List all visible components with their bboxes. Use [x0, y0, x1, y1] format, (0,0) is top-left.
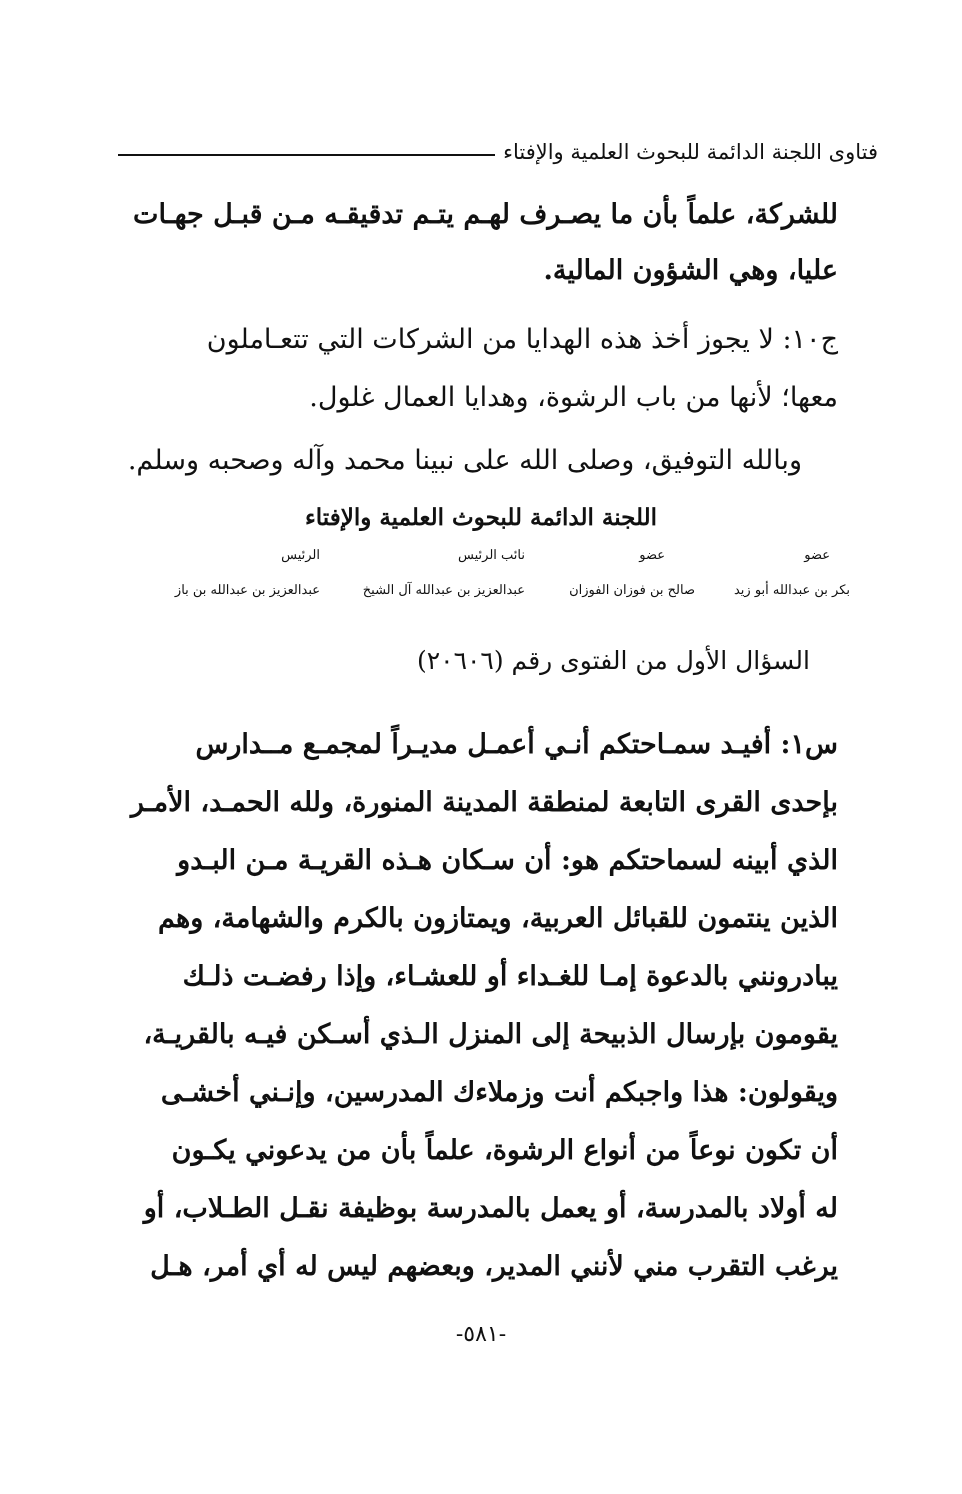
paragraph-line: ج١٠: لا يجوز أخذ هذه الهدايا من الشركات التي تتعـاملون: [206, 324, 838, 355]
continuation-paragraph: [118, 186, 838, 298]
running-header: [118, 128, 878, 164]
header-rule: [118, 154, 495, 156]
page-number: -٥٨١-: [455, 1322, 507, 1347]
paragraph-line: الذي أبينه لسماحتكم هو: أن سـكان هـذه القريـة مـن البـدو: [177, 845, 838, 876]
paragraph-line: للشركة، علماً بأن ما يصـرف لهـم يتـم تدقيقـه مـن قبـل جهـات: [133, 199, 838, 230]
member-name: صالح بن فوزان الفوزان: [569, 583, 695, 598]
member-name: عبدالعزيز بن عبدالله بن باز: [174, 583, 320, 598]
paragraph-line: يرغب التقرب مني لأنني المدير، وبعضهم ليس له أي أمر، هـل: [150, 1251, 838, 1282]
member-name: عبدالعزيز بن عبدالله آل الشيخ: [362, 583, 525, 598]
role-label: نائب الرئيس: [458, 548, 525, 563]
committee-members: [150, 583, 850, 605]
closing-line: وبالله التوفيق، وصلى الله على نبينا محمد وآله وصحبه وسلم.: [127, 445, 802, 476]
fatwa-title: السؤال الأول من الفتوى رقم (٢٠٦٠٦): [416, 646, 810, 675]
paragraph-line: الذين ينتمون للقبائل العربية، ويمتازون بالكرم والشهامة، وهم: [158, 903, 838, 934]
paragraph-line: أن تكون نوعاً من أنواع الرشوة، علماً بأن من يدعوني يكـون: [171, 1135, 838, 1166]
question-paragraph: [118, 716, 838, 1296]
answer-paragraph: [118, 310, 838, 426]
paragraph-line: معها؛ لأنها من باب الرشوة، وهدايا العمال غلول.: [309, 382, 838, 413]
member-name: بكر بن عبدالله أبو زيد: [733, 583, 850, 598]
paragraph-line: يقومون بإرسال الذبيحة إلى المنزل الـذي أسـكن فيـه بالقريـة،: [143, 1019, 838, 1050]
role-label: عضو: [804, 548, 830, 563]
paragraph-line: ويقولون: هذا واجبكم أنت وزملاءك المدرسين، وإنـني أخشـى: [160, 1077, 838, 1108]
role-label: الرئيس: [281, 548, 320, 563]
paragraph-line: يبادرونني بالدعوة إمـا للغـداء أو للعشـاء، وإذا رفضـت ذلـك: [182, 961, 838, 992]
committee-roles: [150, 548, 830, 570]
paragraph-line: بإحدى القرى التابعة لمنطقة المدينة المنورة، ولله الحمـد، الأمـر: [130, 787, 838, 818]
paragraph-line: عليا، وهي الشؤون المالية.: [543, 255, 838, 286]
committee-name: اللجنة الدائمة للبحوث العلمية والإفتاء: [304, 504, 658, 531]
paragraph-line: س١: أفيـد سمـاحتكم أنـي أعمـل مديـراً لمجمـع مــدارس: [195, 729, 838, 760]
closing-paragraph: [118, 436, 838, 486]
paragraph-line: له أولاد بالمدرسة، أو يعمل بالمدرسة بوظيفة نقـل الطـلاب، أو: [143, 1193, 838, 1224]
running-title: فتاوى اللجنة الدائمة للبحوث العلمية والإفتاء: [503, 140, 878, 164]
role-label: عضو: [639, 548, 665, 563]
